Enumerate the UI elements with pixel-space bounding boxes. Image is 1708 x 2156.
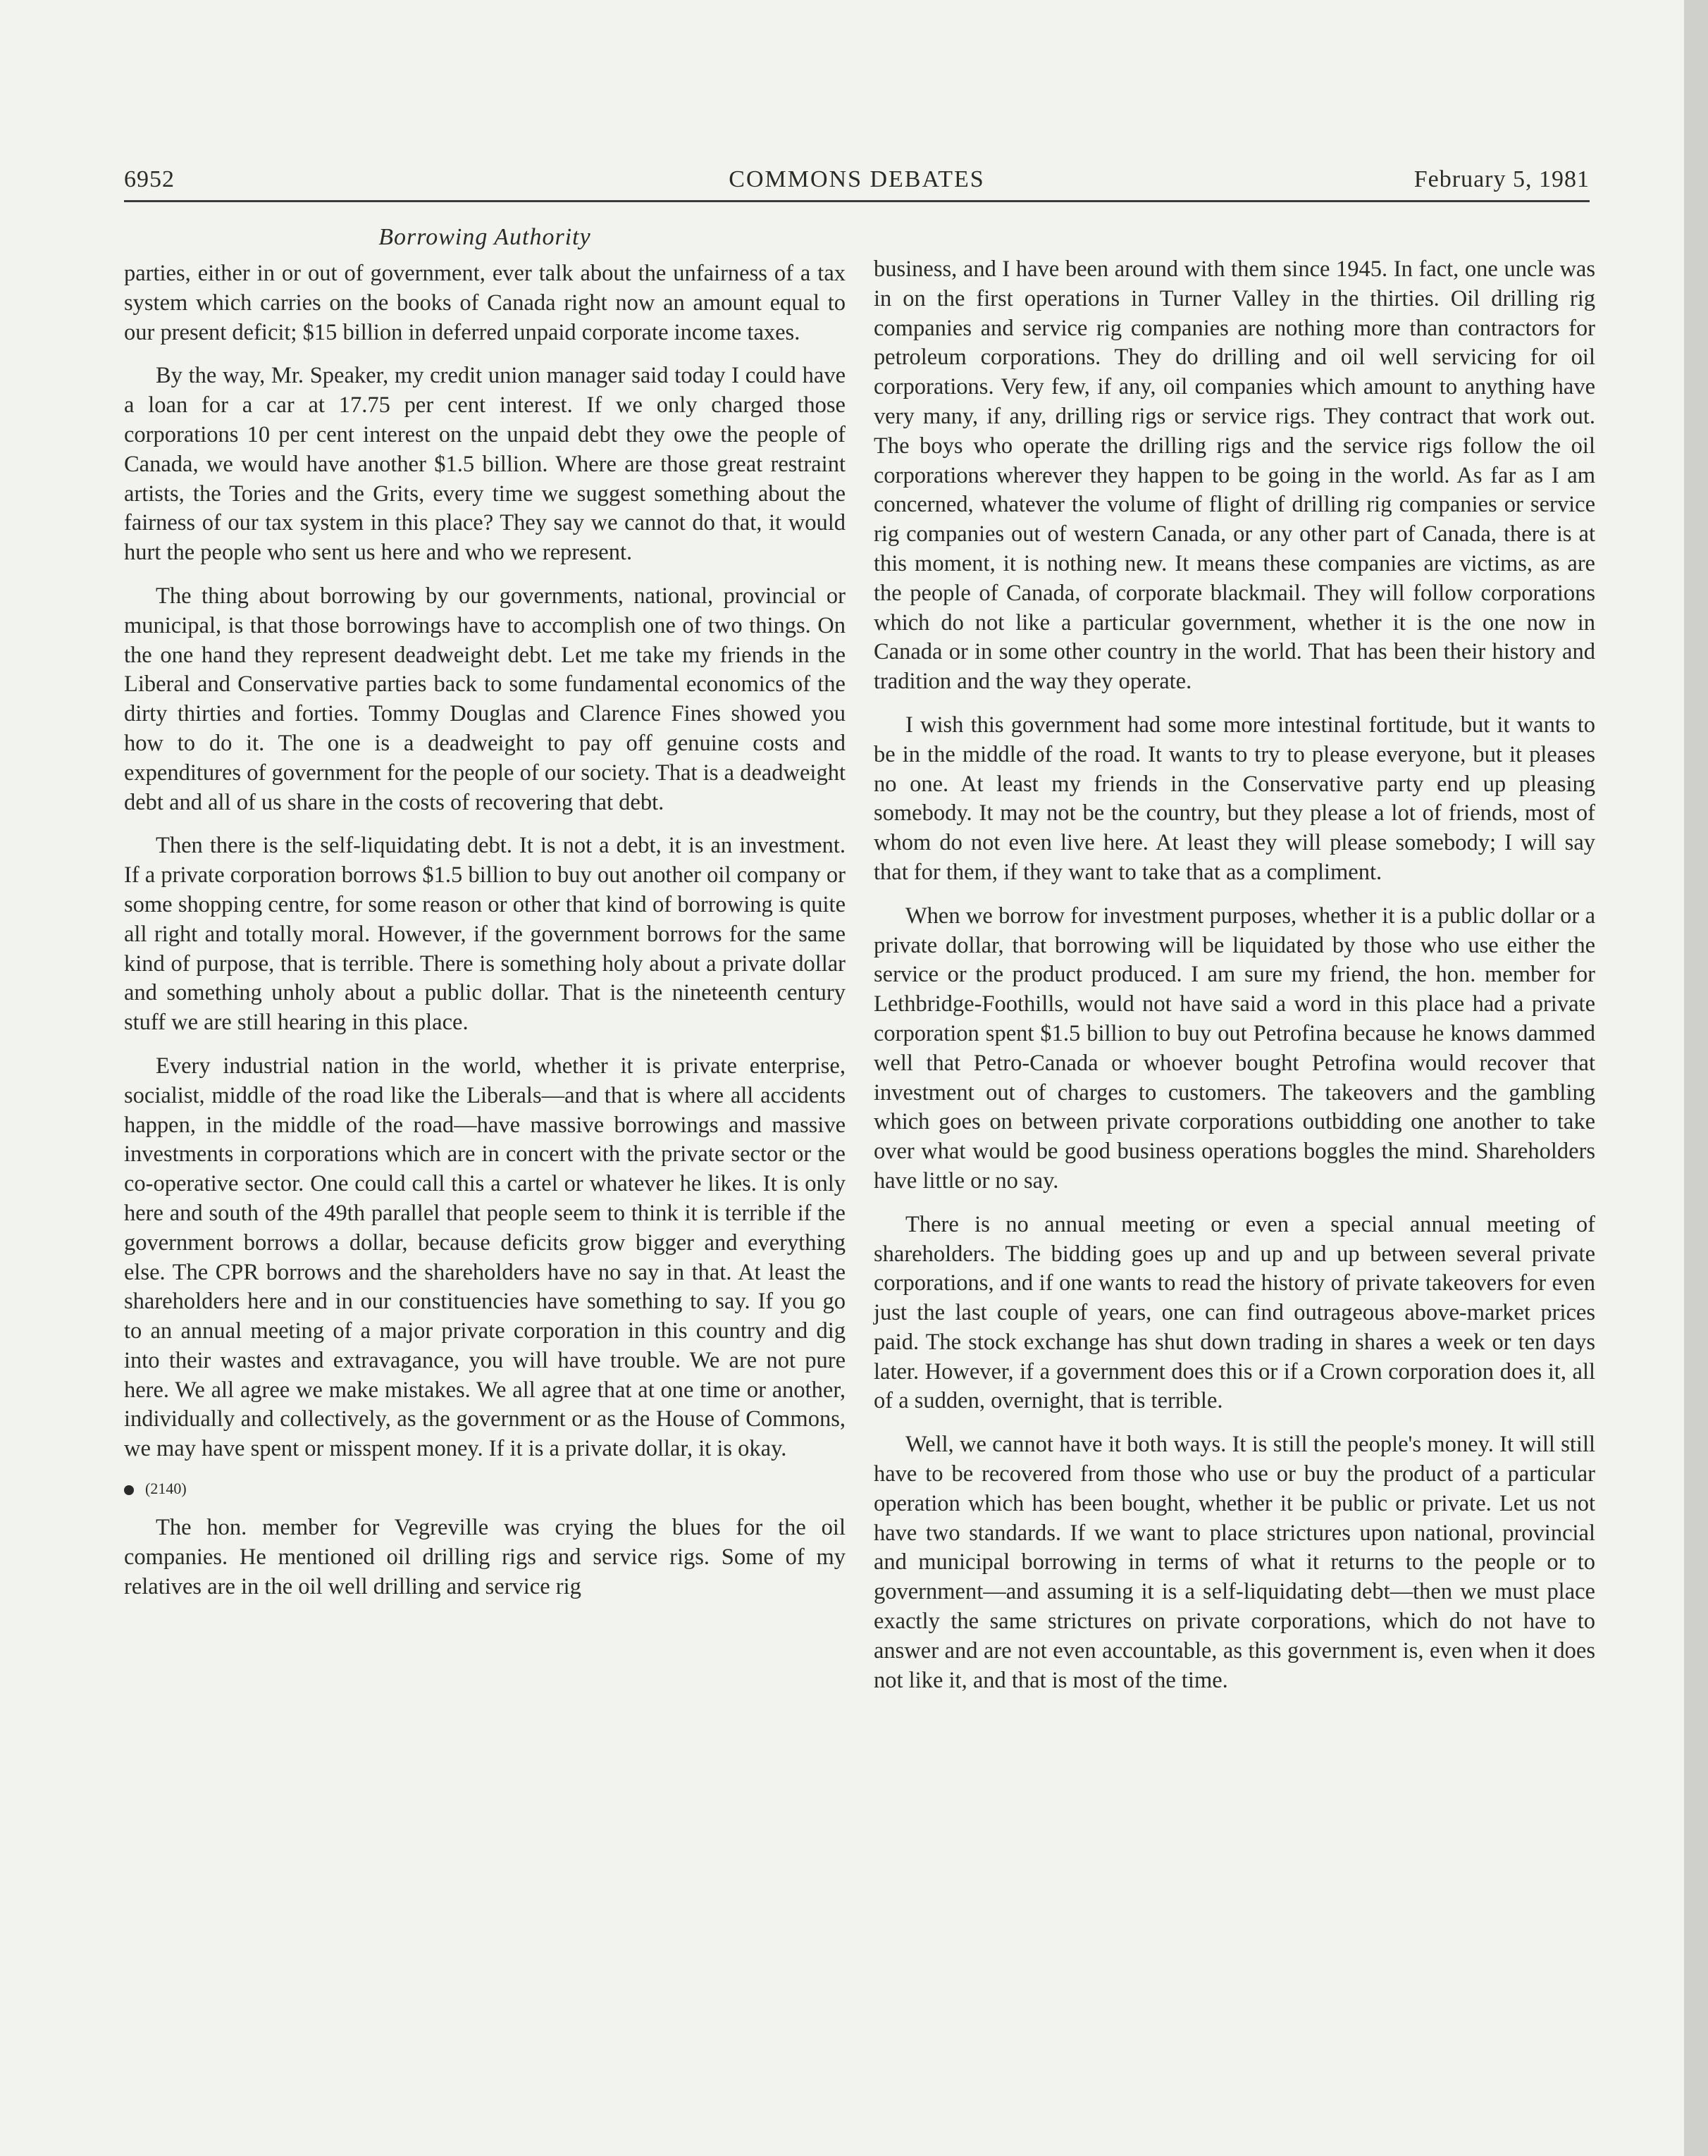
scan-page-edge [1684,0,1708,2156]
time-marker-label: (2140) [145,1480,187,1498]
publication-date: February 5, 1981 [1413,166,1590,192]
paragraph: Well, we cannot have it both ways. It is still the people's money. It will still have to be recovered from those who use or buy the product of a particular operation which has been bought, whether it be public or private. Let us not have two standards. If we want to place strictures upon national, provincial and municipal borrowing in terms of what it returns to the people or to government—and assuming it is a self-liquidating debt—then we must place exactly the same strictures on private corporations, which do not have to answer and are not even accountable, as this government is, even when it does not like it, and that is most of the time. [874,1432,1595,1693]
paragraph: When we borrow for investment purposes, whether it is a public dollar or a private dollar, that borrowing will be liquidated by those who use either the service or the product produced. I am sure my friend, the hon. member for Lethbridge-Foothills, would not have said a word in this place had a private corporation spent $1.5 billion to buy out Petrofina because he knows dammed well that Petro-Canada or whoever bought Petrofina would recover that investment out of charges to customers. The takeovers and the gambling which goes on between private corporations outbidding one another to take over what would be good business operations boggles the mind. Shareholders have little or no say. [874,903,1595,1194]
bullet-icon [124,1485,134,1495]
page-header [124,166,1590,202]
paragraph: I wish this government had some more intestinal fortitude, but it wants to be in the middle of the road. It wants to try to please everyone, but it pleases no one. At least my friends in the Conservative party end up pleasing somebody. It may not be the country, but they please a lot of friends, most of whom do not even live here. At least they will please somebody; I will say that for them, if they want to take that as a compliment. [874,712,1595,885]
paragraph: Then there is the self-liquidating debt. It is not a debt, it is an investment. If a private corporation borrows $1.5 billion to buy out another oil company or some shopping centre, for some reason or other that kind of borrowing is quite all right and totally moral. However, if the government borrows for the same kind of purpose, that is terrible. There is something holy about a private dollar and something unholy about a public dollar. That is the nineteenth century stuff we are still hearing in this place. [124,833,846,1036]
paragraph: business, and I have been around with them since 1945. In fact, one uncle was in on the first operations in Turner Valley in the thirties. Oil drilling rig companies and service rig companies are nothing more than contractors for petroleum corporations. They do drilling and oil well servicing for oil corporations. Very few, if any, oil companies which amount to anything have very many, if any, drilling rigs or service rigs. They contract that work out. The boys who operate the drilling rigs and the service rigs follow the oil corporations wherever they happen to be going in the world. As far as I am concerned, whatever the volume of flight of drilling rig companies or service rig companies out of western Canada, or any other part of Canada, there is at this moment, it is nothing new. It means these companies are victims, as are the people of Canada, of corporate blackmail. They will follow corporations which do not like a particular government, whether it is the one now in Canada or in some other country in the world. That has been their history and tradition and the way they operate. [874,256,1595,695]
paragraph: Every industrial nation in the world, whether it is private enterprise, socialist, middle of the road like the Liberals—and that is where all accidents happen, in the middle of the road—have massive borrowings and massive investments in corporations which are in concert with the private sector or the co-operative sector. One could call this a cartel or whatever he likes. It is only here and south of the 49th parallel that people seem to think it is terrible if the government borrows a dollar, because deficits grow bigger and everything else. The CPR borrows and the shareholders have no say in that. At least the shareholders here and in our constituencies have something to say. If you go to an annual meeting of a major private corporation in this country and dig into their wastes and extravagance, you will have trouble. We are not pure here. We all agree we make mistakes. We all agree that at one time or another, individually and collectively, as the government or as the House of Commons, we may have spent or misspent money. If it is a private dollar, it is okay. [124,1053,846,1462]
paragraph: There is no annual meeting or even a special annual meeting of shareholders. The bidding goes up and up and up between several private corporations, and if one wants to read the history of private takeovers for even just the last couple of years, one can find outrageous above-market prices paid. The stock exchange has shut down trading in shares a week or ten days later. However, if a government does this or if a Crown corporation does it, all of a sudden, overnight, that is terrible. [874,1211,1595,1414]
time-marker [124,1478,846,1499]
section-title: Borrowing Authority [378,224,591,250]
paragraph: The hon. member for Vegreville was crying the blues for the oil companies. He mentioned oil drilling rigs and service rigs. Some of my relatives are in the oil well drilling and service rig [124,1515,846,1599]
paragraph: By the way, Mr. Speaker, my credit union manager said today I could have a loan for a car at 17.75 per cent interest. If we only charged those corporations 10 per cent interest on the unpaid debt they owe the people of Canada, we would have another $1.5 billion. Where are those great restraint artists, the Tories and the Grits, every time we suggest something about the fairness of our tax system in this place? They say we cannot do that, it would hurt the people who sent us here and who we represent. [124,363,846,566]
left-column [124,259,846,1616]
paragraph: The thing about borrowing by our governments, national, provincial or municipal, is that those borrowings have to accomplish one of two things. On the one hand they represent deadweight debt. Let me take my friends in the Liberal and Conservative parties back to some fundamental economics of the dirty thirties and forties. Tommy Douglas and Clarence Fines showed you how to do it. The one is a deadweight to pay off genuine costs and expenditures of government for the people of our society. That is a deadweight debt and all of us share in the costs of recovering that debt. [124,583,846,815]
right-column [874,255,1595,1709]
publication-title: COMMONS DEBATES [729,166,985,192]
paragraph: parties, either in or out of government, ever talk about the unfairness of a tax system which carries on the books of Canada right now an amount equal to our present deficit; $15 billion in deferred unpaid corporate income taxes. [124,261,846,345]
page-number: 6952 [124,166,175,192]
